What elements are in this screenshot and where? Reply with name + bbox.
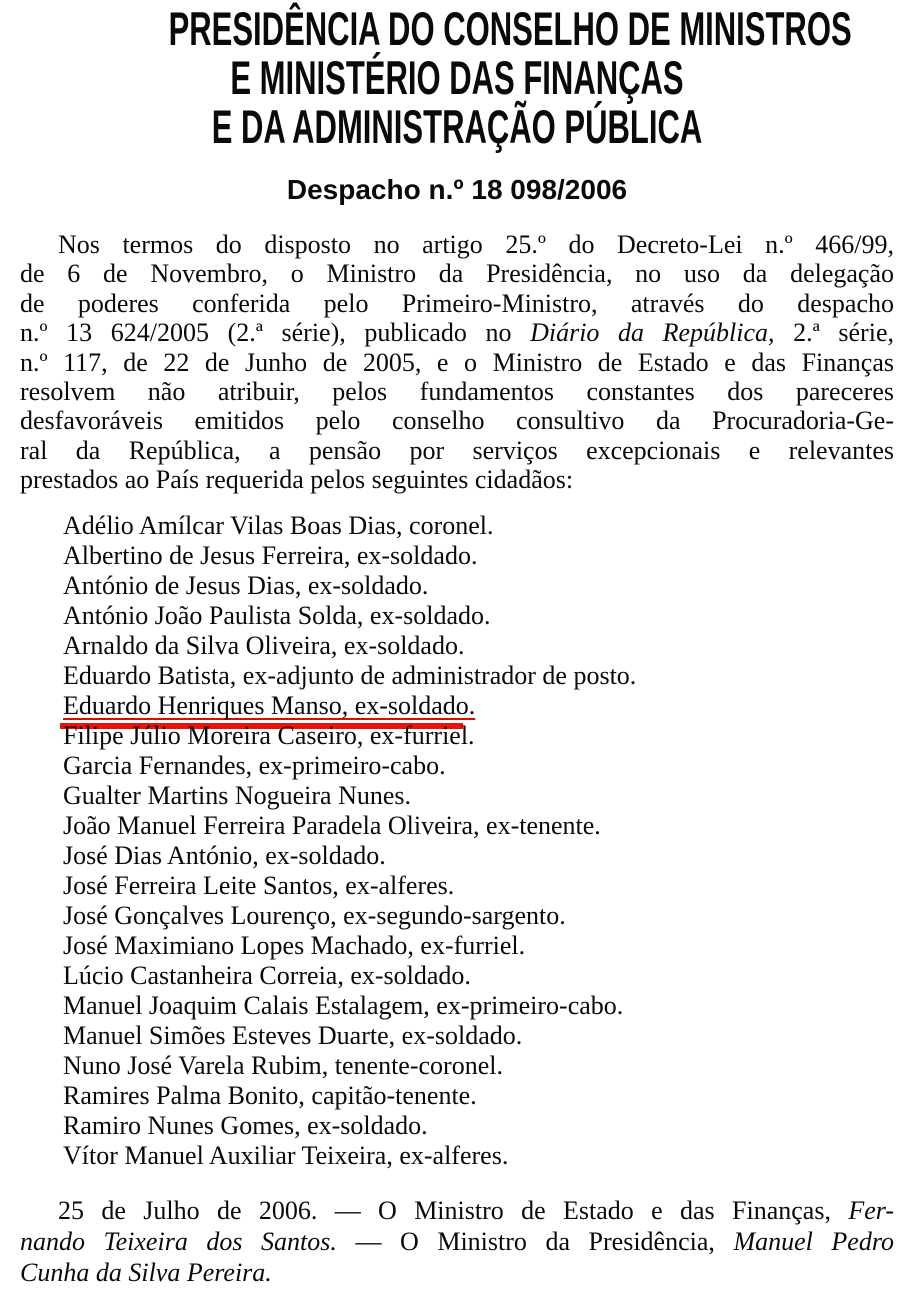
- text-line: de 6 de Novembro, o Ministro da Presidência, no uso da delegação: [20, 259, 894, 289]
- text-line: Nos termos do disposto no artigo 25.º do Decreto-Lei n.º 466/99,: [58, 230, 894, 259]
- person-entry-text: Manuel Simões Esteves Duarte, ex-soldado.: [63, 1020, 523, 1050]
- text-line: Cunha da Silva Pereira.: [20, 1257, 272, 1287]
- ministry-title-line-1: PRESIDÊNCIA DO CONSELHO DE MINISTROS: [168, 2, 852, 55]
- text-line: ral da República, a pensão por serviços excepcionais e relevantes: [20, 435, 894, 465]
- text-line: n.º 13 624/2005 (2.ª série), publicado no Diário da República, 2.ª série,: [20, 318, 894, 348]
- person-entry-text: Adélio Amílcar Vilas Boas Dias, coronel.: [63, 510, 494, 540]
- person-entry-text: José Maximiano Lopes Machado, ex-furriel.: [63, 930, 526, 960]
- list-item: [63, 721, 894, 751]
- list-item: [63, 901, 894, 931]
- list-item: [63, 781, 894, 811]
- text-line: de poderes conferida pelo Primeiro-Ministro, através do despacho: [20, 288, 894, 318]
- list-item: [63, 871, 894, 901]
- person-entry-text: João Manuel Ferreira Paradela Oliveira, ex-tenente.: [63, 810, 601, 840]
- list-item: [63, 991, 894, 1021]
- person-entry-text: Garcia Fernandes, ex-primeiro-cabo.: [63, 750, 446, 780]
- list-item: [63, 1141, 894, 1171]
- despacho-number-title: Despacho n.º 18 098/2006: [286, 174, 628, 205]
- person-entry-text: Vítor Manuel Auxiliar Teixeira, ex-alferes.: [63, 1140, 509, 1170]
- document-header: [20, 4, 894, 205]
- text-line: desfavoráveis emitidos pelo conselho consultivo da Procuradoria-Ge-: [20, 406, 894, 436]
- list-item-highlighted: [63, 691, 894, 721]
- ministry-title-line-3: E DA ADMINISTRAÇÃO PÚBLICA: [211, 100, 703, 153]
- list-item: [63, 541, 894, 571]
- list-item: [63, 1111, 894, 1141]
- text-line: resolvem não atribuir, pelos fundamentos constantes dos pareceres: [20, 377, 894, 407]
- person-entry-text: António João Paulista Solda, ex-soldado.: [63, 600, 491, 630]
- person-entry-text: Ramiro Nunes Gomes, ex-soldado.: [63, 1110, 428, 1140]
- person-entry-text: José Ferreira Leite Santos, ex-alferes.: [63, 870, 455, 900]
- person-entry-text: Lúcio Castanheira Correia, ex-soldado.: [63, 960, 471, 990]
- person-entry-text: Filipe Júlio Moreira Caseiro, ex-furriel.: [63, 720, 475, 750]
- text-line: nando Teixeira dos Santos. — O Ministro da Presidência, Manuel Pedro: [20, 1226, 895, 1256]
- list-item: [63, 841, 894, 871]
- list-item: [63, 1051, 894, 1081]
- list-item: [63, 931, 894, 961]
- person-entry-text: José Gonçalves Lourenço, ex-segundo-sargento.: [63, 900, 566, 930]
- list-item: [63, 631, 894, 661]
- citizens-list: [63, 511, 894, 1171]
- signature-paragraph: [20, 1195, 894, 1288]
- person-entry-text: Ramires Palma Bonito, capitão-tenente.: [63, 1080, 477, 1110]
- text-line: 25 de Julho de 2006. — O Ministro de Estado e das Finanças, Fer-: [58, 1195, 894, 1225]
- text-line: n.º 117, de 22 de Junho de 2005, e o Ministro de Estado e das Finanças: [20, 347, 894, 377]
- list-item: [63, 601, 894, 631]
- list-item: [63, 1021, 894, 1051]
- person-entry-text: Eduardo Batista, ex-adjunto de administrador de posto.: [63, 660, 637, 690]
- ministry-title-line-2: E MINISTÉRIO DAS FINANÇAS: [230, 51, 684, 104]
- list-item: [63, 811, 894, 841]
- list-item: [63, 1081, 894, 1111]
- person-entry-text: Eduardo Henriques Manso, ex-soldado.: [63, 691, 475, 721]
- list-item: [63, 571, 894, 601]
- person-entry-text: Nuno José Varela Rubim, tenente-coronel.: [63, 1050, 503, 1080]
- list-item: [63, 661, 894, 691]
- person-entry-text: Manuel Joaquim Calais Estalagem, ex-primeiro-cabo.: [63, 990, 624, 1020]
- list-item: [63, 511, 894, 541]
- list-item: [63, 961, 894, 991]
- ministry-title: [20, 4, 894, 151]
- person-entry-text: António de Jesus Dias, ex-soldado.: [63, 570, 429, 600]
- person-entry-text: Albertino de Jesus Ferreira, ex-soldado.: [63, 540, 478, 570]
- person-entry-text: Arnaldo da Silva Oliveira, ex-soldado.: [63, 630, 465, 660]
- list-item: [63, 751, 894, 781]
- person-entry-text: Gualter Martins Nogueira Nunes.: [63, 780, 412, 810]
- intro-paragraph: [20, 230, 894, 495]
- text-line: prestados ao País requerida pelos seguintes cidadãos:: [20, 465, 574, 495]
- person-entry-text: José Dias António, ex-soldado.: [63, 840, 386, 870]
